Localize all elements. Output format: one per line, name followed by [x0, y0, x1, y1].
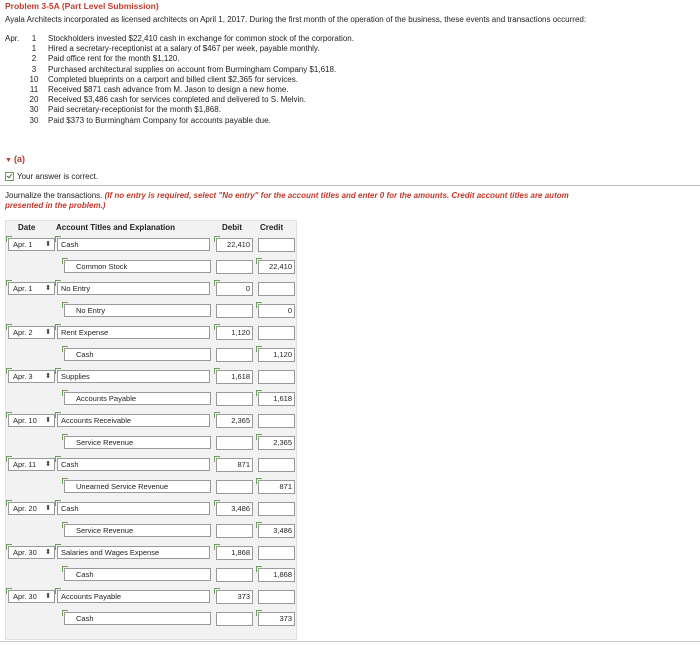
updown-icon: ⬍ — [45, 373, 51, 380]
debit-amount-input[interactable] — [216, 568, 253, 582]
credit-amount-input[interactable] — [258, 414, 295, 428]
debit-account-field[interactable] — [57, 590, 210, 603]
credit-account-field[interactable] — [64, 436, 211, 449]
credit-account-value: Cash — [76, 614, 94, 623]
date-value: Apr. 2 — [13, 328, 33, 337]
status-text: Your answer is correct. — [17, 172, 99, 181]
debit-amount-input[interactable] — [216, 260, 253, 274]
debit-amount-input[interactable] — [216, 480, 253, 494]
event-text: Paid secretary-receptionist for the month $1,868. — [48, 105, 221, 115]
debit-account-value: Accounts Receivable — [61, 416, 132, 425]
credit-account-field[interactable] — [64, 524, 211, 537]
instruction-note: (If no entry is required, select "No entry" for the account titles and enter 0 for the amounts. Credit account titles are autom — [104, 191, 569, 200]
debit-account-value: Cash — [61, 504, 79, 513]
date-select[interactable] — [8, 458, 55, 471]
date-value: Apr. 1 — [13, 284, 33, 293]
debit-amount-input[interactable]: 2,365 — [216, 414, 253, 428]
header-debit: Debit — [222, 223, 242, 232]
date-select[interactable] — [8, 546, 55, 559]
credit-account-value: Accounts Payable — [76, 394, 137, 403]
event-text: Stockholders invested $22,410 cash in exchange for common stock of the corporation. — [48, 34, 354, 43]
date-select[interactable] — [8, 590, 55, 603]
debit-account-field[interactable] — [57, 414, 210, 427]
event-day: 11 — [29, 84, 39, 94]
instructions — [5, 191, 700, 211]
part-a-toggle[interactable] — [5, 154, 25, 164]
debit-account-field[interactable] — [57, 502, 210, 515]
event-text: Completed blueprints on a carport and billed client $2,365 for services. — [48, 74, 298, 84]
credit-amount-input[interactable] — [258, 458, 295, 472]
event-text: Paid office rent for the month $1,120. — [48, 54, 180, 64]
date-value: Apr. 11 — [13, 460, 37, 469]
updown-icon: ⬍ — [45, 241, 51, 248]
debit-account-field[interactable] — [57, 238, 210, 251]
date-select[interactable] — [8, 414, 55, 427]
date-value: Apr. 30 — [13, 548, 37, 557]
event-day: 1 — [31, 34, 37, 43]
credit-account-field[interactable] — [64, 304, 211, 317]
event-day: 10 — [29, 74, 39, 84]
debit-account-value: Salaries and Wages Expense — [61, 548, 160, 557]
debit-amount-input[interactable] — [216, 392, 253, 406]
date-value: Apr. 20 — [13, 504, 37, 513]
debit-amount-input[interactable] — [216, 304, 253, 318]
debit-amount-input[interactable] — [216, 348, 253, 362]
event-text: Paid $373 to Burmingham Company for accounts payable due. — [48, 115, 271, 125]
credit-account-field[interactable] — [64, 612, 211, 625]
event-text: Purchased architectural supplies on account from Burmingham Company $1,618. — [48, 64, 337, 74]
event-text: Received $3,486 cash for services completed and delivered to S. Melvin. — [48, 95, 306, 105]
debit-amount-input[interactable]: 1,618 — [216, 370, 253, 384]
event-day: 2 — [31, 54, 37, 64]
bottom-divider — [0, 641, 700, 642]
credit-amount-input[interactable]: 1,120 — [258, 348, 295, 362]
credit-amount-input[interactable]: 373 — [258, 612, 295, 626]
date-select[interactable] — [8, 502, 55, 515]
event-text: Received $871 cash advance from M. Jason to design a new home. — [48, 84, 289, 94]
debit-account-field[interactable] — [57, 326, 210, 339]
problem-intro: Ayala Architects incorporated as licensed architects on April 1, 2017. During the first month of the operation of the business, these events and transactions occurred: — [5, 15, 587, 24]
debit-account-field[interactable] — [57, 546, 210, 559]
instruction-note-2: presented in the problem.) — [5, 201, 106, 210]
credit-amount-input[interactable]: 2,365 — [258, 436, 295, 450]
credit-account-field[interactable] — [64, 392, 211, 405]
credit-account-value: Service Revenue — [76, 526, 134, 535]
checkbox-icon — [5, 172, 14, 181]
journal-table — [5, 220, 297, 640]
event-text: Hired a secretary-receptionist at a salary of $467 per week, payable monthly. — [48, 44, 320, 54]
debit-amount-input[interactable] — [216, 612, 253, 626]
event-day: 30 — [29, 115, 39, 125]
event-day: 30 — [29, 105, 39, 115]
debit-account-field[interactable] — [57, 370, 210, 383]
updown-icon: ⬍ — [45, 593, 51, 600]
credit-amount-input[interactable] — [258, 590, 295, 604]
credit-account-value: Service Revenue — [76, 438, 134, 447]
date-value: Apr. 3 — [13, 372, 33, 381]
updown-icon: ⬍ — [45, 461, 51, 468]
updown-icon: ⬍ — [45, 285, 51, 292]
credit-amount-input[interactable] — [258, 238, 295, 252]
debit-amount-input[interactable]: 0 — [216, 282, 253, 296]
debit-amount-input[interactable] — [216, 436, 253, 450]
divider — [0, 185, 700, 186]
event-day: 20 — [29, 95, 39, 105]
credit-amount-input[interactable]: 0 — [258, 304, 295, 318]
debit-account-field[interactable] — [57, 282, 210, 295]
debit-account-value: Cash — [61, 240, 79, 249]
date-value: Apr. 30 — [13, 592, 37, 601]
credit-account-field[interactable] — [64, 568, 211, 581]
updown-icon: ⬍ — [45, 329, 51, 336]
event-month: Apr. — [5, 34, 20, 43]
debit-amount-input[interactable] — [216, 524, 253, 538]
credit-account-field[interactable] — [64, 260, 211, 273]
credit-amount-input[interactable] — [258, 370, 295, 384]
credit-amount-input[interactable] — [258, 326, 295, 340]
debit-account-value: No Entry — [61, 284, 91, 293]
debit-amount-input[interactable]: 3,486 — [216, 502, 253, 516]
header-date: Date — [18, 223, 36, 232]
credit-amount-input[interactable] — [258, 546, 295, 560]
updown-icon: ⬍ — [45, 417, 51, 424]
status-correct — [5, 172, 98, 181]
debit-account-value: Accounts Payable — [61, 592, 122, 601]
credit-amount-input[interactable] — [258, 282, 295, 296]
debit-amount-input[interactable]: 22,410 — [216, 238, 253, 252]
debit-account-field[interactable] — [57, 458, 210, 471]
credit-amount-input[interactable]: 3,486 — [258, 524, 295, 538]
problem-title: Problem 3-5A (Part Level Submission) — [5, 1, 159, 11]
debit-amount-input[interactable]: 373 — [216, 590, 253, 604]
date-value: Apr. 1 — [13, 240, 33, 249]
credit-account-value: Unearned Service Revenue — [76, 482, 169, 491]
date-select[interactable] — [8, 238, 55, 251]
updown-icon: ⬍ — [45, 505, 51, 512]
header-account: Account Titles and Explanation — [56, 223, 175, 232]
credit-amount-input[interactable]: 1,868 — [258, 568, 295, 582]
event-day: 1 — [31, 44, 37, 54]
credit-account-value: Common Stock — [76, 262, 128, 271]
caret-down-icon: ▼ — [5, 157, 12, 164]
date-select[interactable] — [8, 370, 55, 383]
debit-account-value: Rent Expense — [61, 328, 109, 337]
credit-amount-input[interactable]: 22,410 — [258, 260, 295, 274]
credit-amount-input[interactable]: 1,618 — [258, 392, 295, 406]
debit-account-value: Cash — [61, 460, 79, 469]
instruction-plain: Journalize the transactions. — [5, 191, 105, 200]
date-select[interactable] — [8, 282, 55, 295]
credit-account-value: Cash — [76, 570, 94, 579]
debit-amount-input[interactable]: 1,868 — [216, 546, 253, 560]
date-select[interactable] — [8, 326, 55, 339]
credit-account-value: Cash — [76, 350, 94, 359]
debit-account-value: Supplies — [61, 372, 90, 381]
header-credit: Credit — [260, 223, 284, 232]
date-value: Apr. 10 — [13, 416, 37, 425]
credit-account-field[interactable] — [64, 348, 211, 361]
part-a-label: (a) — [13, 154, 25, 164]
event-day: 3 — [31, 64, 37, 74]
credit-amount-input[interactable]: 871 — [258, 480, 295, 494]
debit-amount-input[interactable]: 1,120 — [216, 326, 253, 340]
credit-account-field[interactable] — [64, 480, 211, 493]
credit-account-value: No Entry — [76, 306, 106, 315]
updown-icon: ⬍ — [45, 549, 51, 556]
credit-amount-input[interactable] — [258, 502, 295, 516]
debit-amount-input[interactable]: 871 — [216, 458, 253, 472]
